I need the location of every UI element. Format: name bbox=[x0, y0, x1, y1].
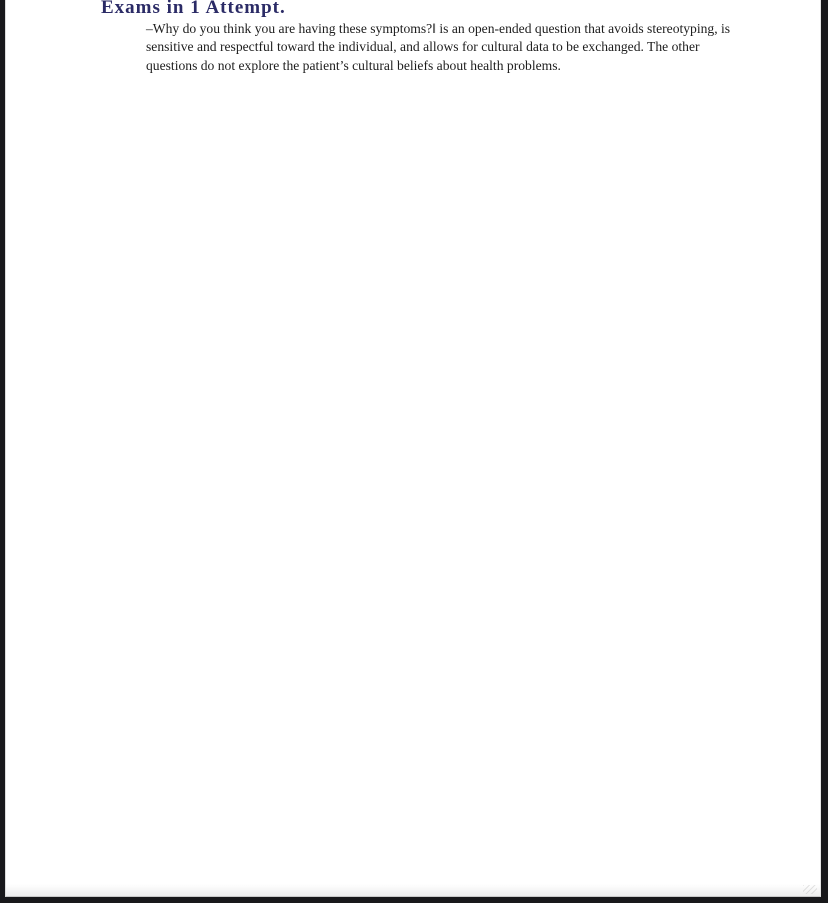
page-bottom-shadow bbox=[6, 884, 820, 896]
clipped-section-heading bbox=[101, 0, 341, 18]
answer-paragraph: –Why do you think you are having these symptoms?‖ is an open-ended question that avoids stereotyping, is sensitive and respectful toward the individual, and allows for cultural data to be exchanged. The other questions do not explore the patient’s cultural beliefs about health problems. bbox=[146, 21, 731, 73]
resize-grip-artifact bbox=[803, 885, 817, 894]
document-page bbox=[5, 0, 821, 897]
section-heading-text: Exams in 1 Attempt. bbox=[101, 0, 286, 18]
